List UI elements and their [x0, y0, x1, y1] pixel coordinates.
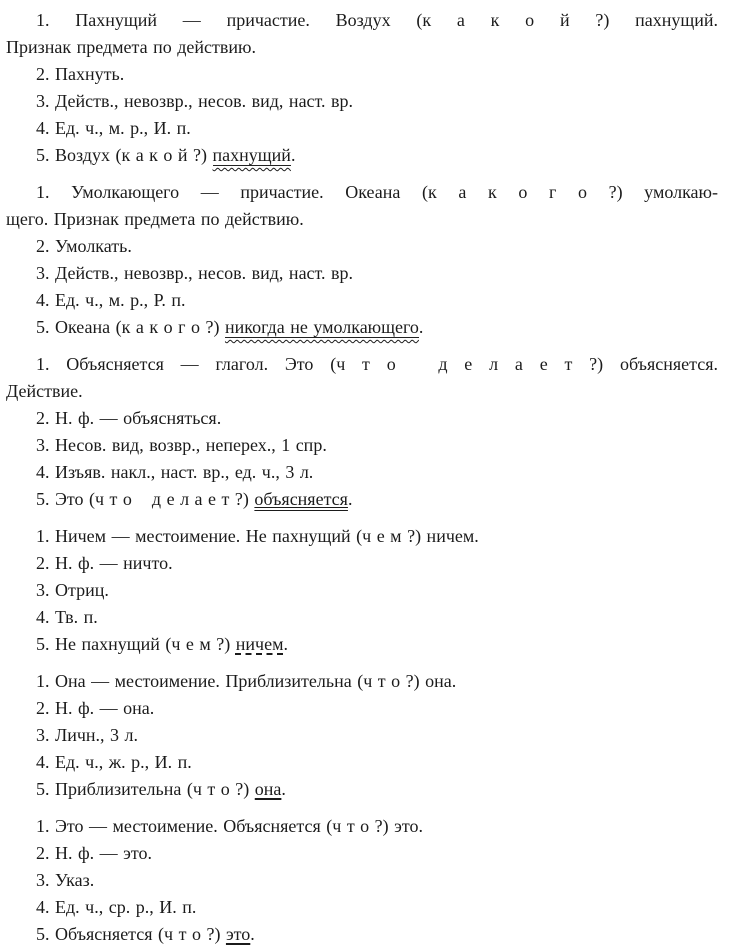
answer-suffix: .	[283, 634, 288, 654]
analysis-item-2: 2. Н. ф. — это.	[36, 843, 153, 863]
analysis-block-ona	[6, 668, 718, 803]
underlined-word: объясняется	[254, 489, 348, 509]
answer-suffix: .	[290, 145, 296, 165]
analysis-intro	[6, 179, 718, 233]
analysis-item-2: 2. Н. ф. — она.	[36, 698, 155, 718]
analysis-item-3: 3. Несов. вид, возвр., неперех., 1 спр.	[36, 435, 327, 455]
answer-prefix: 5. Приблизительна (ч т о ?)	[36, 779, 255, 799]
answer-prefix: 5. Океана (к а к о г о ?)	[36, 317, 225, 337]
answer-suffix: .	[281, 779, 286, 799]
analysis-item-5	[6, 631, 718, 658]
analysis-item-2: 2. Н. ф. — объясняться.	[36, 408, 222, 428]
analysis-item-5	[6, 142, 718, 169]
analysis-item-3: 3. Отриц.	[36, 580, 109, 600]
analysis-block-umolkayushchego	[6, 179, 718, 341]
analysis-item-1-line-1: 1. Она — местоимение. Приблизительна (ч т о ?) она.	[36, 671, 457, 691]
analysis-item-1-line-2: Действие.	[6, 381, 83, 401]
analysis-intro	[6, 523, 718, 550]
document-page	[6, 7, 718, 948]
answer-prefix: 5. Воздух (к а к о й ?)	[36, 145, 213, 165]
underlined-word: это	[225, 924, 251, 944]
analysis-item-5	[6, 776, 718, 803]
analysis-intro	[6, 668, 718, 695]
analysis-block-eto	[6, 813, 718, 948]
answer-suffix: .	[418, 317, 424, 337]
answer-prefix: 5. Не пахнущий (ч е м ?)	[36, 634, 236, 654]
analysis-item-2: 2. Пахнуть.	[36, 64, 125, 84]
analysis-block-obyasnyaetsya	[6, 351, 718, 513]
underlined-word: пахнущий	[212, 145, 291, 165]
analysis-intro	[6, 813, 718, 840]
analysis-item-1-line-1: 1. Это — местоимение. Объясняется (ч т о ?) это.	[36, 816, 424, 836]
underlined-word: ничем	[235, 634, 284, 654]
answer-prefix: 5. Объясняется (ч т о ?)	[36, 924, 226, 944]
analysis-item-4: 4. Ед. ч., м. р., Р. п.	[36, 290, 186, 310]
analysis-item-3: 3. Указ.	[36, 870, 95, 890]
analysis-item-1-line-2: Признак предмета по действию.	[6, 37, 256, 57]
analysis-item-2: 2. Н. ф. — ничто.	[36, 553, 173, 573]
analysis-item-1-line-1: 1. Объясняется — глагол. Это (ч т о д е л а е т ?) объясняется.	[36, 354, 718, 374]
analysis-item-5	[6, 314, 718, 341]
answer-prefix: 5. Это (ч т о д е л а е т ?)	[36, 489, 255, 509]
analysis-item-2: 2. Умолкать.	[36, 236, 132, 256]
answer-suffix: .	[347, 489, 353, 509]
analysis-item-5	[6, 486, 718, 513]
analysis-item-3: 3. Действ., невозвр., несов. вид, наст. вр.	[36, 263, 354, 283]
analysis-item-3: 3. Действ., невозвр., несов. вид, наст. вр.	[36, 91, 354, 111]
analysis-item-4: 4. Изъяв. накл., наст. вр., ед. ч., 3 л.	[36, 462, 314, 482]
analysis-intro	[6, 7, 718, 61]
analysis-item-4: 4. Тв. п.	[36, 607, 98, 627]
underlined-word: она	[254, 779, 282, 799]
analysis-item-4: 4. Ед. ч., ср. р., И. п.	[36, 897, 197, 917]
analysis-block-nichem	[6, 523, 718, 658]
analysis-item-3: 3. Личн., 3 л.	[36, 725, 139, 745]
underlined-word: никогда не умолкающего	[224, 317, 419, 337]
analysis-block-pakhnushchiy	[6, 7, 718, 169]
analysis-item-1-line-1: 1. Ничем — местоимение. Не пахнущий (ч е м ?) ничем.	[36, 526, 479, 546]
analysis-item-5	[6, 921, 718, 948]
analysis-intro	[6, 351, 718, 405]
analysis-item-4: 4. Ед. ч., м. р., И. п.	[36, 118, 191, 138]
analysis-item-1-line-2: щего. Признак предмета по действию.	[6, 209, 304, 229]
analysis-item-1-line-1: 1. Пахнущий — причастие. Воздух (к а к о й ?) пахнущий.	[36, 10, 718, 30]
analysis-item-1-line-1: 1. Умолкающего — причастие. Океана (к а к о г о ?) умолкаю-	[36, 182, 718, 202]
answer-suffix: .	[250, 924, 255, 944]
analysis-item-4: 4. Ед. ч., ж. р., И. п.	[36, 752, 192, 772]
